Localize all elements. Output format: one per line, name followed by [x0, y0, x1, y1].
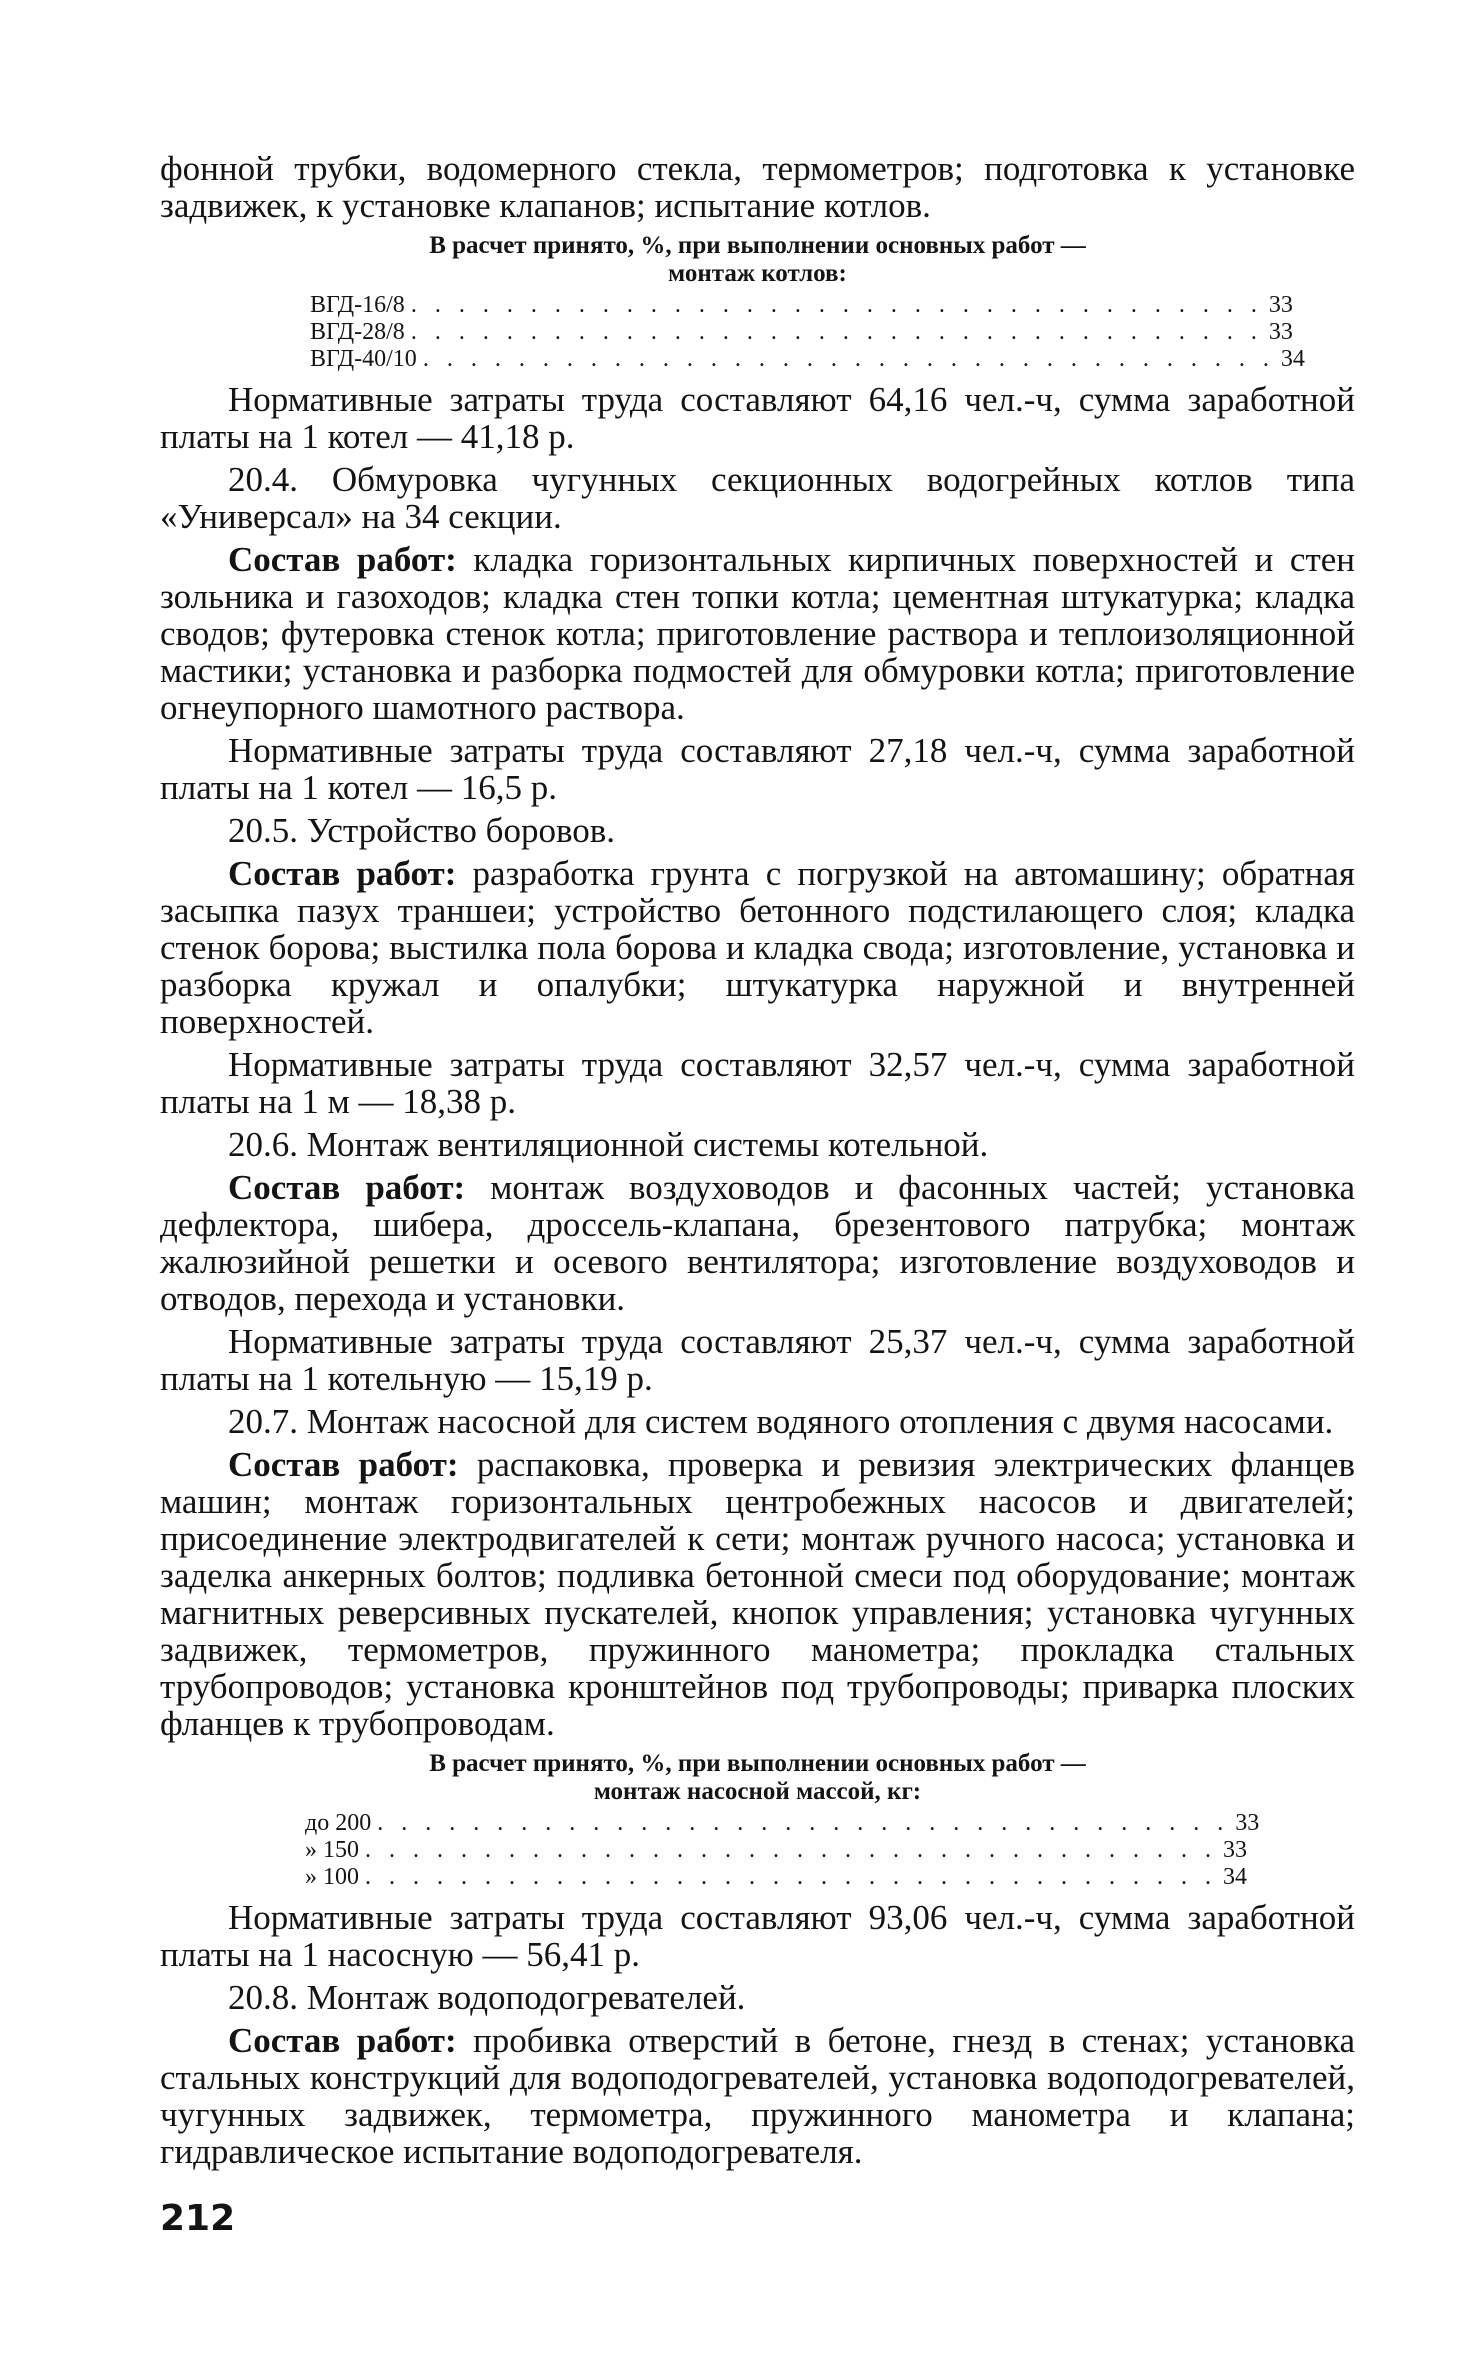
note-boilers-line2: монтаж котлов: — [668, 260, 847, 287]
list-item-label: ВГД-16/8 — [310, 292, 405, 318]
list-item — [305, 1810, 1260, 1837]
dot-leader: . . . . . . . . . . . . . . . . . . . . . . . . . . . . . . . . . . . . — [365, 1864, 1217, 1890]
list-item-label: ВГД-40/10 — [310, 346, 417, 372]
list-item — [310, 319, 1293, 346]
composition-text: разработка грунта с погрузкой на автомашину; обратная засыпка пазух траншеи; устройство бетонного подстилающего слоя; кладка стенок борова; выстилка пола борова и кладка свода; изготовление, установка и разборка кружал и опалубки; штукатурка наружной и внутренней поверхностей. — [160, 854, 1355, 1041]
boiler-list — [310, 292, 1305, 373]
section-20-4-composition — [160, 541, 1355, 726]
composition-label: Состав работ: — [228, 1168, 466, 1207]
section-20-8-heading: 20.8. Монтаж водоподогревателей. — [228, 1978, 746, 2017]
norm-paragraph: Нормативные затраты труда составляют 27,18 чел.-ч, сумма заработной платы на 1 котел — 16,5 р. — [160, 731, 1355, 807]
page-number: 212 — [160, 2198, 236, 2239]
section-20-7-composition — [160, 1446, 1355, 1742]
dot-leader: . . . . . . . . . . . . . . . . . . . . . . . . . . . . . . . . . . . . — [365, 1837, 1217, 1863]
section-20-6-heading: 20.6. Монтаж вентиляционной системы котельной. — [228, 1125, 989, 1164]
norm-paragraph: Нормативные затраты труда составляют 93,06 чел.-ч, сумма заработной платы на 1 насосную — 56,41 р. — [160, 1898, 1355, 1974]
list-item-value: 34 — [1280, 346, 1305, 372]
list-item-value: 34 — [1223, 1864, 1247, 1890]
list-item-value: 33 — [1223, 1837, 1247, 1863]
section-20-8-composition — [160, 2022, 1355, 2170]
list-item — [305, 1864, 1247, 1891]
note-boilers-line1: В расчет принято, %, при выполнении основных работ — — [429, 232, 1086, 259]
intro-paragraph: фонной трубки, водомерного стекла, термометров; подготовка к установке задвижек, к установке клапанов; испытание котлов. — [160, 149, 1355, 225]
list-item-value: 33 — [1268, 292, 1293, 318]
composition-label: Состав работ: — [228, 854, 457, 893]
composition-text: распаковка, проверка и ревизия электрических фланцев машин; монтаж горизонтальных центробежных насосов и двигателей; присоединение электродвигателей к сети; монтаж ручного насоса; установка и заделка анкерных болтов; подливка бетонной смеси под оборудование; монтаж магнитных реверсивных пускателей, кнопок управления; установка чугунных задвижек, термометров, пружинного манометра; прокладка стальных трубопроводов; установка кронштейнов под трубопроводы; приварка плоских фланцев к трубопроводам. — [160, 1445, 1355, 1743]
list-item-label: » 100 — [305, 1864, 359, 1890]
section-20-5-composition — [160, 855, 1355, 1040]
note-pump-line2: монтаж насосной массой, кг: — [593, 1778, 922, 1805]
section-20-5-heading: 20.5. Устройство боровов. — [228, 811, 616, 850]
composition-label: Состав работ: — [228, 540, 457, 579]
note-pump-line1: В расчет принято, %, при выполнении основных работ — — [429, 1750, 1086, 1777]
page-body — [160, 150, 1355, 2170]
dot-leader: . . . . . . . . . . . . . . . . . . . . . . . . . . . . . . . . . . . . — [377, 1810, 1230, 1836]
pump-list — [305, 1810, 1260, 1891]
composition-label: Состав работ: — [228, 2021, 457, 2060]
section-20-7-heading: 20.7. Монтаж насосной для систем водяного отопления с двумя насосами. — [228, 1402, 1334, 1441]
note-pump-station — [160, 1750, 1355, 1806]
dot-leader: . . . . . . . . . . . . . . . . . . . . . . . . . . . . . . . . . . . . — [410, 319, 1263, 345]
list-item-label: до 200 — [305, 1810, 372, 1836]
composition-text: монтаж воздуховодов и фасонных частей; установка дефлектора, шибера, дроссель-клапана, брезентового патрубка; монтаж жалюзийной решетки и осевого вентилятора; изготовление воздуховодов и отводов, перехода и установки. — [160, 1168, 1356, 1318]
list-item-value: 33 — [1268, 319, 1293, 345]
dot-leader: . . . . . . . . . . . . . . . . . . . . . . . . . . . . . . . . . . . . — [422, 346, 1275, 372]
dot-leader: . . . . . . . . . . . . . . . . . . . . . . . . . . . . . . . . . . . . — [410, 292, 1263, 318]
list-item-label: » 150 — [305, 1837, 359, 1863]
norm-paragraph: Нормативные затраты труда составляют 64,16 чел.-ч, сумма заработной платы на 1 котел — 41,18 р. — [160, 380, 1355, 456]
composition-text: кладка горизонтальных кирпичных поверхностей и стен зольника и газоходов; кладка стен топки котла; цементная штукатурка; кладка сводов; футеровка стенок котла; приготовление раствора и теплоизоляционной мастики; установка и разборка подмостей для обмуровки котла; приготовление огнеупорного шамотного раствора. — [160, 540, 1356, 727]
section-20-4-heading: 20.4. Обмуровка чугунных секционных водогрейных котлов типа «Универсал» на 34 секции. — [160, 460, 1355, 536]
section-20-6-composition — [160, 1169, 1355, 1317]
composition-label: Состав работ: — [228, 1445, 459, 1484]
list-item — [310, 292, 1293, 319]
list-item-value: 33 — [1235, 1810, 1260, 1836]
list-item — [310, 346, 1305, 373]
note-boilers — [160, 232, 1355, 288]
list-item — [305, 1837, 1247, 1864]
norm-paragraph: Нормативные затраты труда составляют 32,57 чел.-ч, сумма заработной платы на 1 м — 18,38 р. — [160, 1045, 1355, 1121]
list-item-label: ВГД-28/8 — [310, 319, 405, 345]
norm-paragraph: Нормативные затраты труда составляют 25,37 чел.-ч, сумма заработной платы на 1 котельную — 15,19 р. — [160, 1322, 1355, 1398]
composition-text: пробивка отверстий в бетоне, гнезд в стенах; установка стальных конструкций для водоподогревателей, установка водоподогревателей, чугунных задвижек, термометра, пружинного манометра и клапана; гидравлическое испытание водоподогревателя. — [160, 2021, 1355, 2171]
